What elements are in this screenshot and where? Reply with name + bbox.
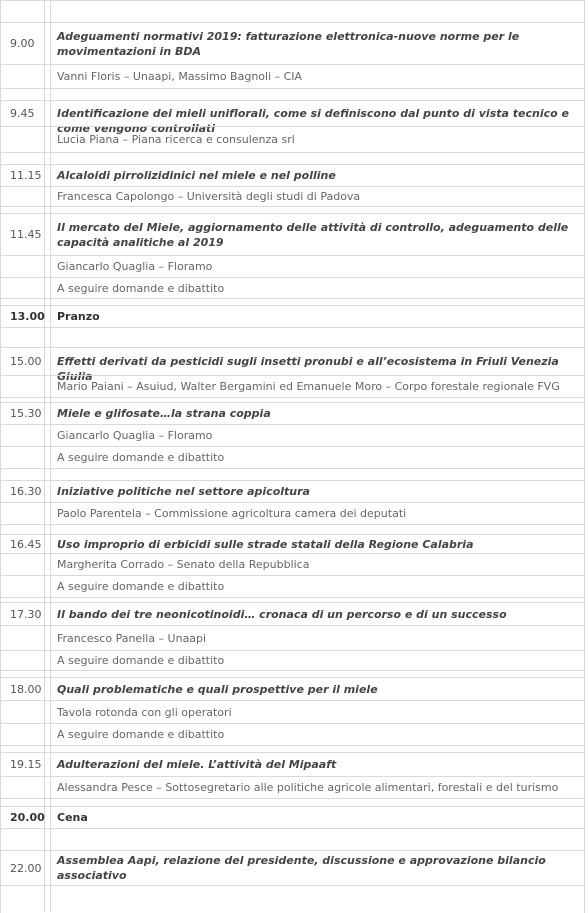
gap-cell <box>45 724 51 745</box>
table-row <box>1 255 584 277</box>
time-cell <box>1 651 45 670</box>
gap-cell <box>45 503 51 524</box>
session-time: 22.00 <box>10 862 42 875</box>
table-row <box>1 700 584 723</box>
table-row <box>1 305 584 327</box>
speaker-text: Paolo Parentela – Commissione agricoltura camera dei deputati <box>57 507 407 520</box>
session-title: Adeguamenti normativi 2019: fatturazione elettronica-nuove norme per le movimentazioni in BDA <box>57 30 520 58</box>
time-cell <box>1 376 45 397</box>
gap-cell <box>45 777 51 798</box>
break-label: Cena <box>57 811 88 824</box>
speaker-text: Tavola rotonda con gli operatori <box>57 706 232 719</box>
gap-cell <box>45 753 51 776</box>
session-time: 13.00 <box>10 310 45 323</box>
table-row <box>1 534 584 553</box>
session-time: 16.45 <box>10 538 42 551</box>
table-row <box>1 502 584 524</box>
table-row <box>1 64 584 88</box>
gap-cell <box>45 799 51 806</box>
gap-cell <box>45 554 51 575</box>
speaker-text: Giancarlo Quaglia – Floramo <box>57 429 213 442</box>
gap-cell <box>45 187 51 206</box>
time-cell <box>1 89 45 100</box>
table-row <box>1 650 584 670</box>
gap-cell <box>45 348 51 375</box>
speaker-text: Vanni Floris – Unaapi, Massimo Bagnoli – CIA <box>57 70 303 83</box>
session-time: 15.00 <box>10 355 42 368</box>
time-cell <box>1 701 45 723</box>
table-spacer-row <box>1 152 584 164</box>
time-cell <box>1 425 45 446</box>
time-cell <box>1 525 45 534</box>
time-cell <box>1 256 45 277</box>
time-cell <box>1 503 45 524</box>
gap-cell <box>45 101 51 126</box>
session-title: Alcaloidi pirrolizidinici nel miele e nel polline <box>57 169 336 182</box>
table-row <box>1 164 584 186</box>
table-row <box>1 347 584 383</box>
session-title: Assemblea Aapi, relazione del presidente, discussione e approvazione bilancio associativo <box>57 854 546 882</box>
table-spacer-row <box>1 298 584 305</box>
time-cell <box>1 328 45 347</box>
gap-cell <box>45 851 51 885</box>
speaker-text: Mario Paiani – Asuiud, Walter Bergamini ed Emanuele Moro – Corpo forestale regionale FVG <box>57 380 560 393</box>
time-cell <box>1 447 45 468</box>
time-cell <box>1 777 45 798</box>
table-spacer-row <box>1 206 584 213</box>
gap-cell <box>45 535 51 553</box>
table-spacer-row <box>1 0 584 22</box>
gap-cell <box>45 1 51 22</box>
session-time: 15.30 <box>10 407 42 420</box>
session-time: 19.15 <box>10 758 42 771</box>
table-row <box>1 625 584 650</box>
table-row <box>1 186 584 206</box>
time-cell <box>1 1 45 22</box>
gap-cell <box>45 23 51 64</box>
table-row <box>1 22 584 64</box>
time-cell <box>1 278 45 298</box>
session-title: Identificazione dei mieli uniflorali, come si definiscono dal punto di vista tecnico e come vengono controllati <box>57 107 569 135</box>
session-title: Adulterazioni del miele. L’attività del Mipaaft <box>57 758 337 771</box>
gap-cell <box>45 256 51 277</box>
time-cell <box>1 799 45 806</box>
time-cell <box>1 65 45 88</box>
table-row <box>1 602 584 625</box>
speaker-text: A seguire domande e dibattito <box>57 580 225 593</box>
speaker-text: Alessandra Pesce – Sottosegretario alle politiche agricole alimentari, forestali e del turismo <box>57 781 559 794</box>
gap-cell <box>45 651 51 670</box>
session-time: 11.15 <box>10 169 42 182</box>
gap-cell <box>45 278 51 298</box>
gap-cell <box>45 678 51 700</box>
time-cell <box>1 187 45 206</box>
table-row <box>1 723 584 745</box>
time-cell <box>1 724 45 745</box>
gap-cell <box>45 165 51 186</box>
gap-cell <box>45 447 51 468</box>
gap-cell <box>45 127 51 152</box>
speaker-text: A seguire domande e dibattito <box>57 728 225 741</box>
table-row <box>1 553 584 575</box>
session-time: 9.45 <box>10 107 35 120</box>
session-title: Effetti derivati da pesticidi sugli insetti pronubi e all’ecosistema in Friuli Venezia Giulia <box>57 355 559 383</box>
gap-cell <box>45 306 51 327</box>
table-spacer-row <box>1 327 584 347</box>
gap-cell <box>45 328 51 347</box>
speaker-text: A seguire domande e dibattito <box>57 654 225 667</box>
table-row <box>1 677 584 700</box>
gap-cell <box>45 214 51 255</box>
table-row <box>1 424 584 446</box>
gap-cell <box>45 376 51 397</box>
session-time: 16.30 <box>10 485 42 498</box>
session-title: Il mercato del Miele, aggiornamento delle attività di controllo, adeguamento delle capacità analitiche al 2019 <box>57 221 569 249</box>
table-spacer-row <box>1 745 584 752</box>
table-row <box>1 277 584 298</box>
session-time: 9.00 <box>10 37 35 50</box>
session-time: 11.45 <box>10 228 42 241</box>
time-cell <box>1 626 45 650</box>
session-title: Uso improprio di erbicidi sulle strade statali della Regione Calabria <box>57 538 474 551</box>
time-cell <box>1 554 45 575</box>
speaker-text: Francesca Capolongo – Università degli studi di Padova <box>57 190 361 203</box>
gap-cell <box>45 829 51 850</box>
gap-cell <box>45 576 51 597</box>
time-cell <box>1 469 45 480</box>
speaker-text: A seguire domande e dibattito <box>57 282 225 295</box>
table-row <box>1 446 584 468</box>
gap-cell <box>45 701 51 723</box>
table-row <box>1 806 584 828</box>
table-row <box>1 213 584 255</box>
table-spacer-row <box>1 524 584 534</box>
gap-cell <box>45 65 51 88</box>
speaker-text: A seguire domande e dibattito <box>57 451 225 464</box>
gap-cell <box>45 89 51 100</box>
gap-cell <box>45 886 51 912</box>
speaker-text: Giancarlo Quaglia – Floramo <box>57 260 213 273</box>
session-time: 18.00 <box>10 683 42 696</box>
speaker-text: Margherita Corrado – Senato della Repubblica <box>57 558 310 571</box>
table-row <box>1 752 584 776</box>
gap-cell <box>45 603 51 625</box>
time-cell <box>1 153 45 164</box>
table-spacer-row <box>1 670 584 677</box>
table-spacer-row <box>1 828 584 850</box>
table-row <box>1 776 584 798</box>
session-title: Il bando dei tre neonicotinoidi… cronaca di un percorso e di un successo <box>57 608 507 621</box>
table-spacer-row <box>1 885 584 912</box>
table-row <box>1 100 584 135</box>
time-cell <box>1 886 45 912</box>
session-title: Quali problematiche e quali prospettive per il miele <box>57 683 378 696</box>
session-title: Iniziative politiche nel settore apicoltura <box>57 485 310 498</box>
gap-cell <box>45 626 51 650</box>
table-spacer-row <box>1 88 584 100</box>
gap-cell <box>45 425 51 446</box>
gap-cell <box>45 525 51 534</box>
time-cell <box>1 127 45 152</box>
gap-cell <box>45 403 51 424</box>
table-row <box>1 126 584 152</box>
table-row <box>1 480 584 502</box>
table-row <box>1 402 584 424</box>
table-spacer-row <box>1 798 584 806</box>
table-row <box>1 850 584 885</box>
session-time: 17.30 <box>10 608 42 621</box>
session-time: 20.00 <box>10 811 45 824</box>
gap-cell <box>45 481 51 502</box>
time-cell <box>1 829 45 850</box>
table-row <box>1 575 584 597</box>
time-cell <box>1 576 45 597</box>
session-title: Miele e glifosate…la strana coppia <box>57 407 271 420</box>
speaker-text: Francesco Panella – Unaapi <box>57 632 207 645</box>
gap-cell <box>45 469 51 480</box>
gap-cell <box>45 153 51 164</box>
table-spacer-row <box>1 468 584 480</box>
gap-cell <box>45 807 51 828</box>
speaker-text: Lucia Piana – Piana ricerca e consulenza srl <box>57 133 295 146</box>
break-label: Pranzo <box>57 310 100 323</box>
table-row <box>1 375 584 397</box>
